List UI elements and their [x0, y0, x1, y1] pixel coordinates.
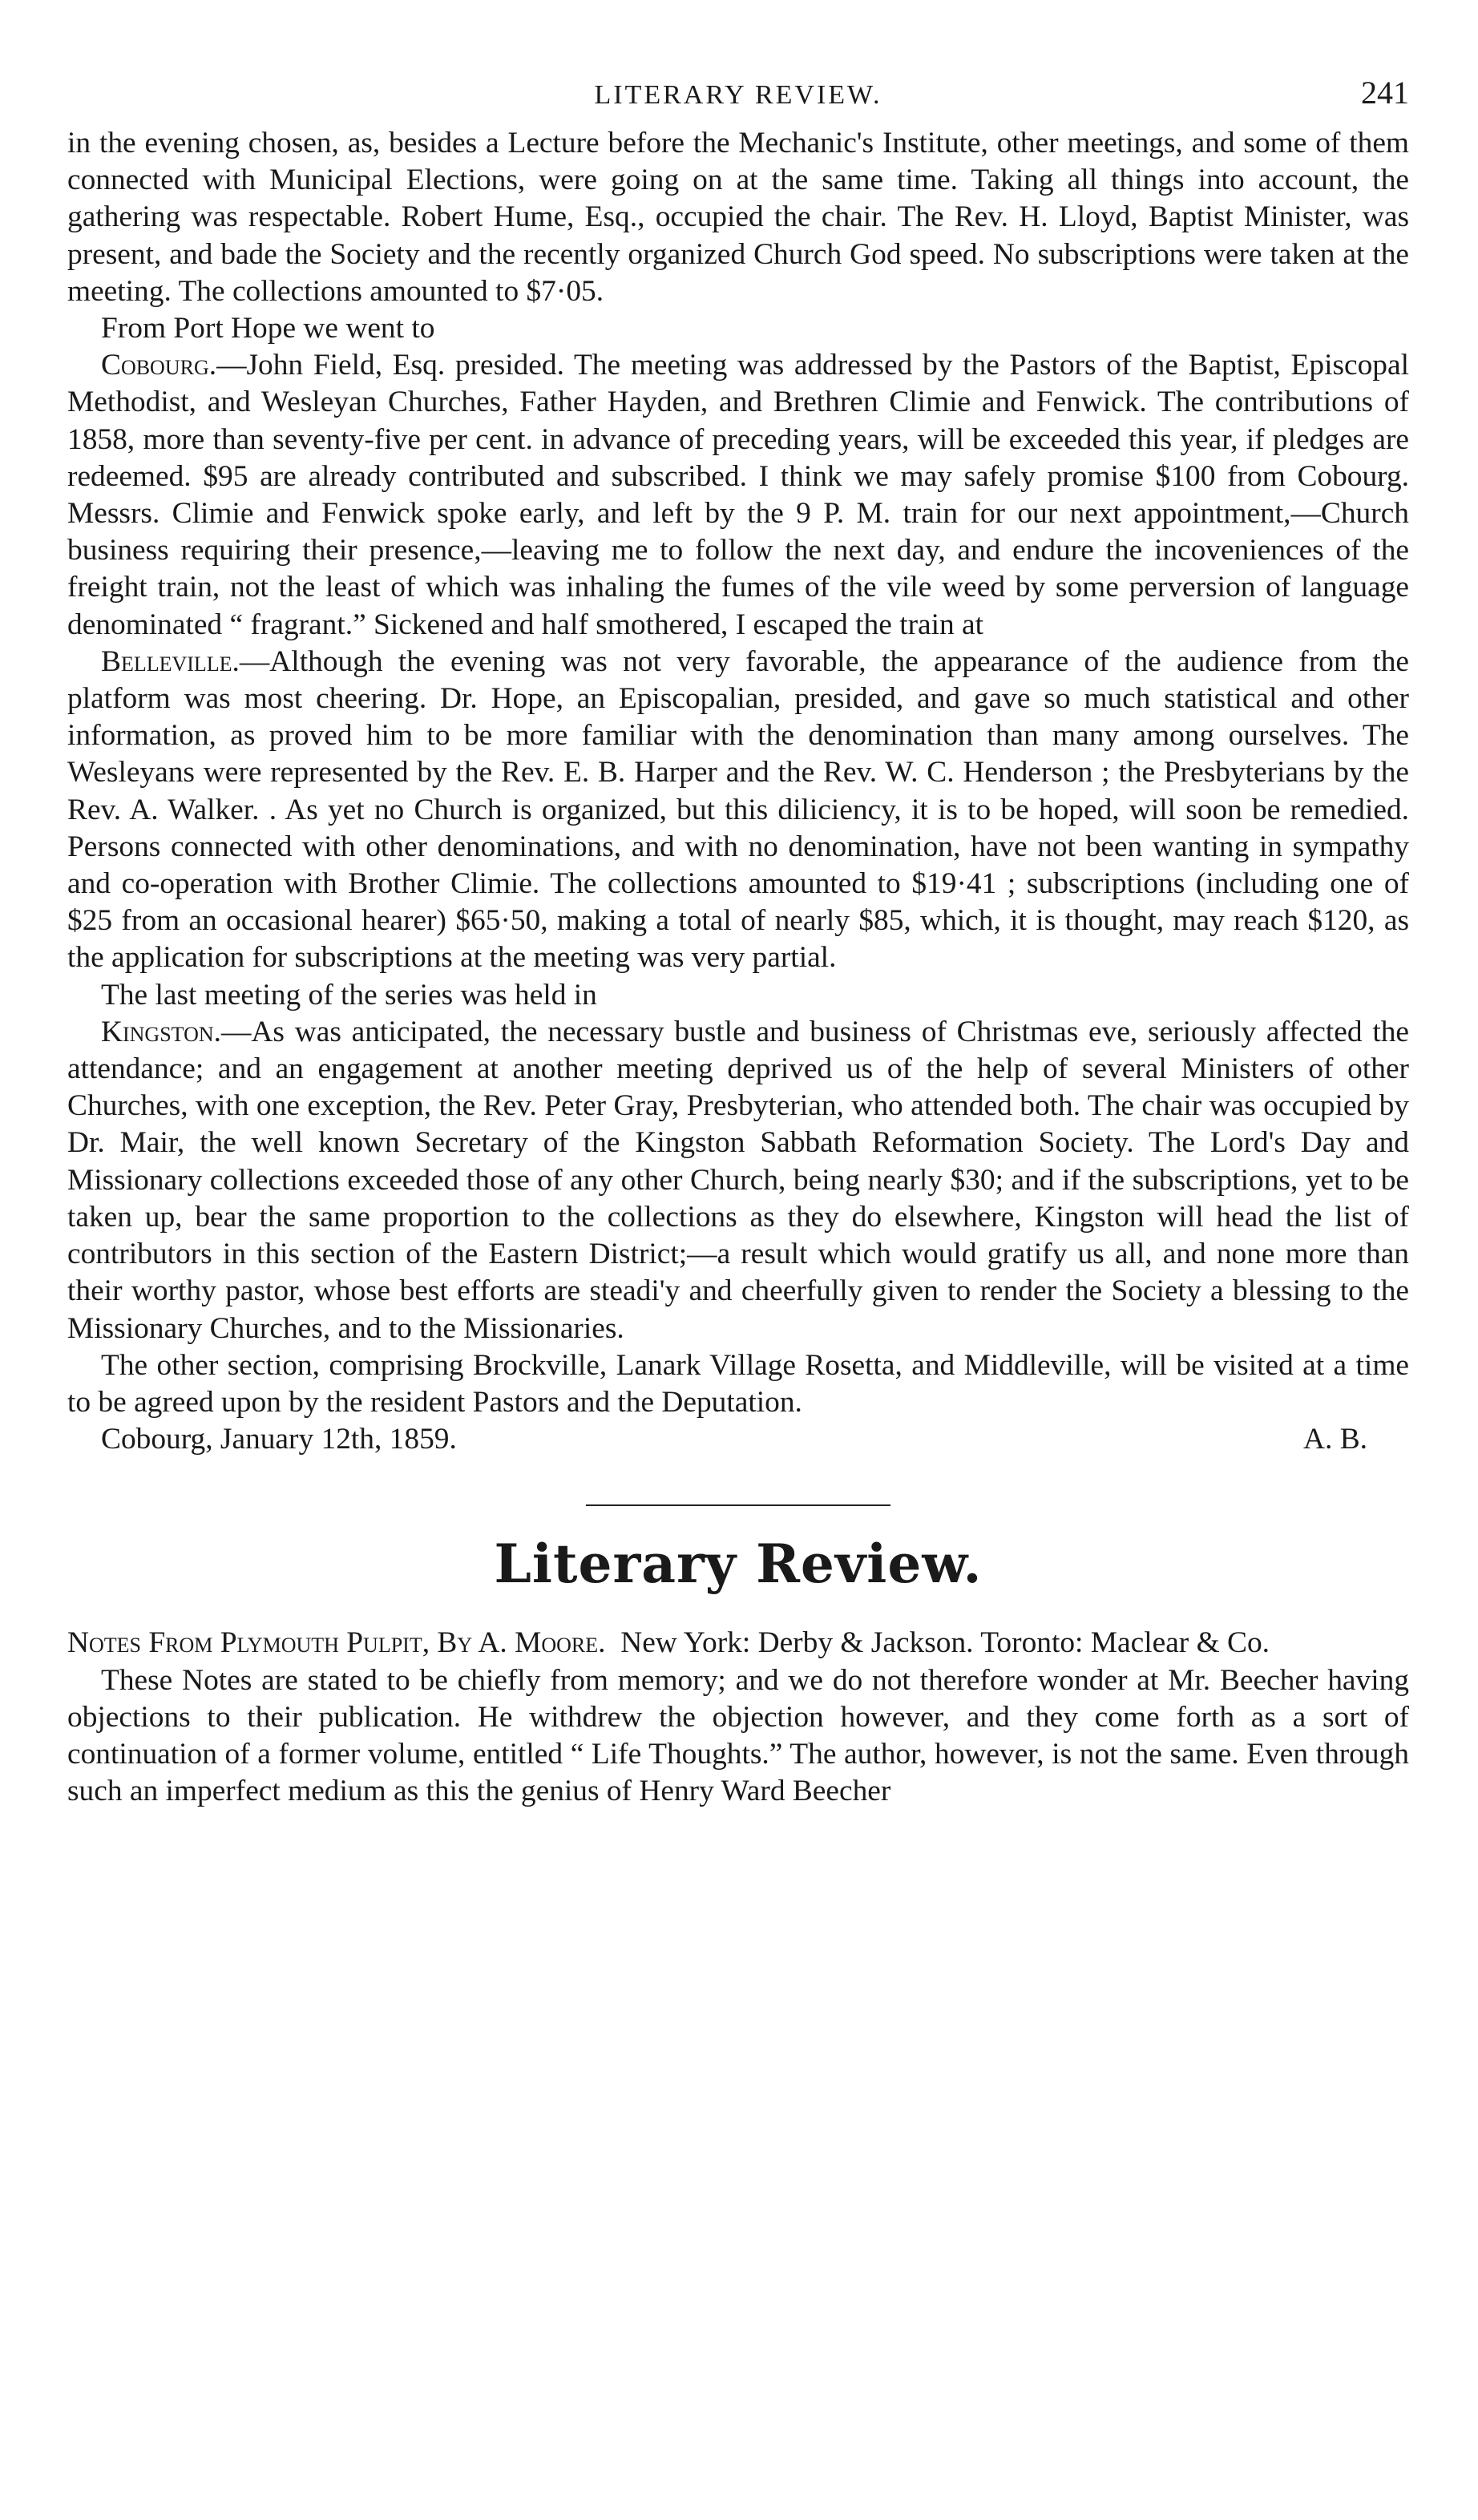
dateline: Cobourg, January 12th, 1859. — [101, 1423, 457, 1456]
running-title: LITERARY REVIEW. — [594, 80, 882, 110]
place-name: Kingston. — [101, 1015, 221, 1048]
place-name: Belleville. — [101, 644, 240, 678]
report-paragraph-kingston: Kingston.—As was anticipated, the necessary bustle and business of Christmas eve, seriously affected the attendance; and an engagement at another meeting deprived us of the help of several Ministers of other Churches, with one exception, the Rev. Peter Gray, Presbyterian, who attended both. The chair was occupied by Dr. Mair, the well known Secretary of the Kingston Sabbath Reformation Society. The Lord's Day and Missionary collections exceeded those of any other Church, being nearly $30; and if the subscriptions, yet to be taken up, bear the same proportion to the collections as they do elsewhere, Kingston will head the list of contributors in this section of the Eastern District;—a result which would gratify us all, and none more than their worthy pastor, whose best efforts are steadi'y and cheerfully given to render the Society a blessing to the Missionary Churches, and to the Missionaries. — [67, 1015, 1409, 1345]
missionary-report — [67, 125, 1409, 1421]
section-divider — [586, 1504, 890, 1506]
book-page — [67, 74, 1409, 1810]
report-paragraph-cobourg: Cobourg.—John Field, Esq. presided. The meeting was addressed by the Pastors of the Baptist, Episcopal Methodist, and Wesleyan Churches, Father Hayden, and Brethren Climie and Fenwick. The contributions of 1858, more than seventy-five per cent. in advance of preceding years, will be exceeded this year, if pledges are redeemed. $95 are already contributed and subscribed. I think we may safely promise $100 from Cobourg. Messrs. Climie and Fenwick spoke early, and left by the 9 P. M. train for our next appointment,—Church business requiring their presence,—leaving me to follow the next day, and endure the incoveniences of the freight train, not the least of which was inhaling the fumes of the vile weed by some perversion of language denominated “ fragrant.” Sickened and half smothered, I escaped the train at — [67, 349, 1409, 641]
running-head — [67, 74, 1409, 125]
publishers: New York: Derby & Jackson. Toronto: Maclear & Co. — [620, 1626, 1270, 1660]
review-paragraph: These Notes are stated to be chiefly from memory; and we do not therefore wonder at Mr. Beecher having objections to their publication. He withdrew the objection however, and they come forth as a sort of continuation of a former volume, entitled “ Life Thoughts.” The author, however, is not the same. Even through such an imperfect medium as this the genius of Henry Ward Beecher — [67, 1663, 1409, 1808]
review-body — [67, 1662, 1409, 1811]
review-book-entry — [67, 1625, 1409, 1662]
report-paragraph-belleville: Belleville.—Although the evening was not very favorable, the appearance of the audience from the platform was most cheering. Dr. Hope, an Episcopalian, presided, and gave so much statistical and other information, as proved him to be more familiar with the denomination than many among ourselves. The Wesleyans were represented by the Rev. E. B. Harper and the Rev. W. C. Henderson ; the Presbyterians by the Rev. A. Walker. . As yet no Church is organized, but this diliciency, it is to be hoped, will soon be remedied. Persons connected with other denominations, and with no denomination, have not been wanting in sympathy and co-operation with Brother Climie. The collections amounted to $19·41 ; subscriptions (including one of $25 from an occasional hearer) $65·50, making a total of nearly $85, which, it is thought, may reach $120, as the application for subscriptions at the meeting was very partial. — [67, 644, 1409, 975]
report-paragraph: From Port Hope we went to — [101, 312, 435, 345]
signature: A. B. — [1303, 1423, 1367, 1456]
section-heading: Literary Review. — [494, 1533, 983, 1596]
place-name: Cobourg. — [101, 349, 217, 382]
report-paragraph: The other section, comprising Brockville, Lanark Village Rosetta, and Middleville, will be visited at a time to be agreed upon by the resident Pastors and the Deputation. — [67, 1348, 1409, 1419]
book-title: Notes From Plymouth Pulpit, By A. Moore. — [67, 1626, 606, 1660]
report-paragraph: in the evening chosen, as, besides a Lecture before the Mechanic's Institute, other meetings, and some of them connected with Municipal Elections, were going on at the same time. Taking all things into account, the gathering was respectable. Robert Hume, Esq., occupied the chair. The Rev. H. Lloyd, Baptist Minister, was present, and bade the Society and the recently organized Church God speed. No subscriptions were taken at the meeting. The collections amounted to $7·05. — [67, 127, 1409, 308]
report-paragraph: The last meeting of the series was held in — [101, 978, 597, 1012]
signoff — [67, 1421, 1409, 1458]
page-number: 241 — [1361, 75, 1409, 111]
